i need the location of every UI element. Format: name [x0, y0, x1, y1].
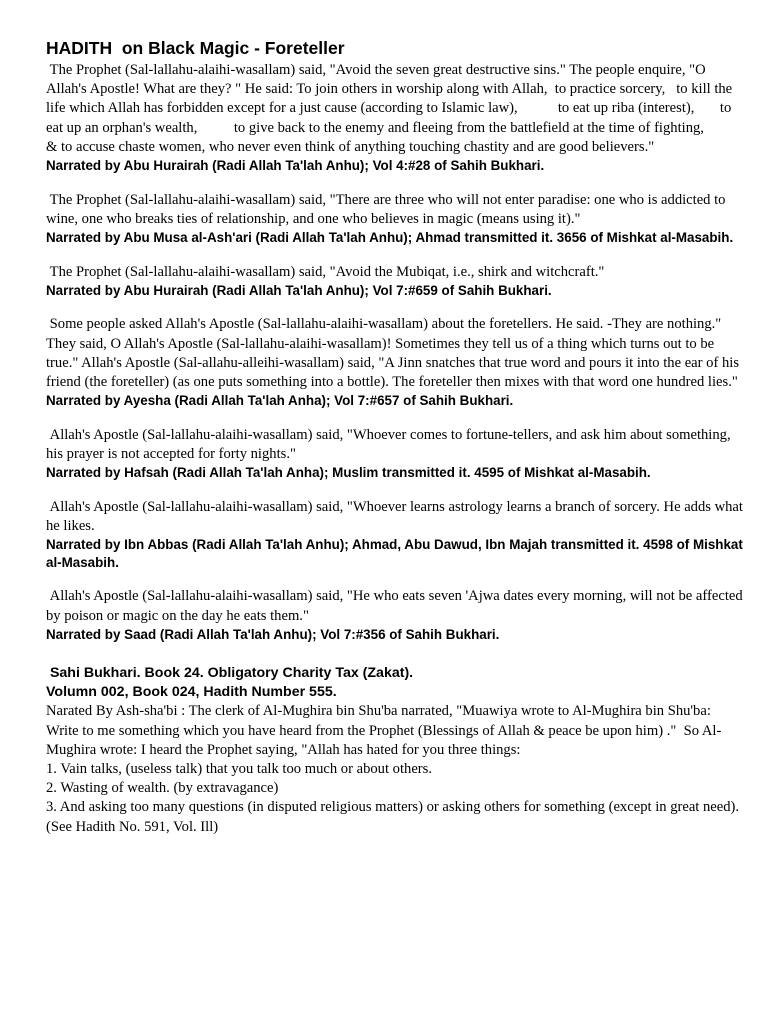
spacer: [46, 482, 746, 498]
hadith-entry: [46, 61, 746, 175]
zakat-heading: Sahi Bukhari. Book 24. Obligatory Charity Tax (Zakat).: [46, 665, 414, 682]
hadith-entry: [46, 263, 746, 300]
hadith-text: Allah's Apostle (Sal-lallahu-alaihi-wasallam) said, "He who eats seven 'Ajwa dates every morning, will not be affected by poison or magic on the day he eats them.": [46, 588, 747, 624]
spacer: [46, 175, 746, 191]
hadith-entry: [46, 315, 746, 409]
spacer: [46, 247, 746, 263]
hadith-narrator: Narrated by Ibn Abbas (Radi Allah Ta'lah Anhu); Ahmad, Abu Dawud, Ibn Majah transmitted it. 4598 of Mishkat al-Masabih.: [46, 537, 743, 570]
spacer: [46, 571, 746, 587]
hadith-narrator: Narrated by Hafsah (Radi Allah Ta'lah Anha); Muslim transmitted it. 4595 of Mishkat al-Masabih.: [46, 465, 651, 481]
hadith-narrator: Narrated by Abu Hurairah (Radi Allah Ta'lah Anhu); Vol 4:#28 of Sahih Bukhari.: [46, 158, 545, 174]
spacer: [46, 299, 746, 315]
hadith-text: The Prophet (Sal-lallahu-alaihi-wasallam) said, "Avoid the Mubiqat, i.e., shirk and witchcraft.": [46, 263, 605, 280]
hadith-narrator: Narrated by Ayesha (Radi Allah Ta'lah Anha); Vol 7:#657 of Sahih Bukhari.: [46, 393, 514, 409]
hadith-narrator: Narrated by Saad (Radi Allah Ta'lah Anhu); Vol 7:#356 of Sahih Bukhari.: [46, 626, 500, 642]
zakat-body: Narated By Ash-sha'bi : The clerk of Al-Mughira bin Shu'ba narrated, "Muawiya wrote to Al-Mughira bin Shu'ba: Write to me something which you have heard from the Prophet (Blessings of Allah & peace be upon him) ." So Al-Mughira wrote: I heard the Prophet saying, "Allah has hated for you three things:: [46, 703, 722, 758]
spacer: [46, 410, 746, 426]
list-item: 1. Vain talks, (useless talk) that you talk too much or about others.: [46, 761, 432, 778]
hadith-narrator: Narrated by Abu Musa al-Ash'ari (Radi Allah Ta'lah Anhu); Ahmad transmitted it. 3656 of Mishkat al-Masabih.: [46, 230, 734, 246]
hadith-entry: [46, 426, 746, 482]
hadith-text: The Prophet (Sal-lallahu-alaihi-wasallam) said, "Avoid the seven great destructive sins." The people enquire, "O Allah's Apostle! What are they? " He said: To join others in worship along with Allah, to practice sorcery, to kill the life which Allah has forbidden except for a just cause (according to Islamic law), to eat up riba (interest), to eat up an orphan's wealth, to give back to the enemy and fleeing from the battlefield at the time of fighting, & to accuse chaste women, who never even think of anything touching chastity and are good believers.": [46, 62, 748, 155]
list-item: 2. Wasting of wealth. (by extravagance): [46, 780, 279, 797]
zakat-reference: Volumn 002, Book 024, Hadith Number 555.: [46, 684, 337, 701]
zakat-section: [46, 664, 746, 836]
spacer: [46, 643, 746, 664]
hadith-entry: [46, 191, 746, 247]
hadith-entry: [46, 498, 746, 572]
hadith-text: The Prophet (Sal-lallahu-alaihi-wasallam) said, "There are three who will not enter paradise: one who is addicted to wine, one who breaks ties of relationship, and one who believes in magic (means using it).": [46, 191, 730, 227]
hadith-text: Allah's Apostle (Sal-lallahu-alaihi-wasallam) said, "Whoever comes to fortune-tellers, and ask him about something, his prayer is not accepted for forty nights.": [46, 426, 735, 463]
page-title: HADITH on Black Magic - Foreteller: [46, 38, 345, 58]
list-item: 3. And asking too many questions (in disputed religious matters) or asking others for something (except in great need). (See Hadith No. 591, Vol. Ill): [46, 799, 743, 835]
hadith-narrator: Narrated by Abu Hurairah (Radi Allah Ta'lah Anhu); Vol 7:#659 of Sahih Bukhari.: [46, 282, 552, 298]
hadith-text: Allah's Apostle (Sal-lallahu-alaihi-wasallam) said, "Whoever learns astrology learns a branch of sorcery. He adds what he likes.: [46, 498, 747, 535]
hadith-entry: [46, 587, 746, 643]
hadith-text: Some people asked Allah's Apostle (Sal-lallahu-alaihi-wasallam) about the foretellers. He said. -They are nothing." They said, O Allah's Apostle (Sal-lallahu-alaihi-wasallam)! Sometimes they tell us of a thing which turns out to be true." Allah's Apostle (Sal-allahu-alleihi-wasallam) said, "A Jinn snatches that true word and pours it into the ear of his friend (the foreteller) (as one puts something into a bottle). The foreteller then mixes with that word one hundred lies.": [46, 316, 743, 391]
document-page: [46, 36, 746, 837]
